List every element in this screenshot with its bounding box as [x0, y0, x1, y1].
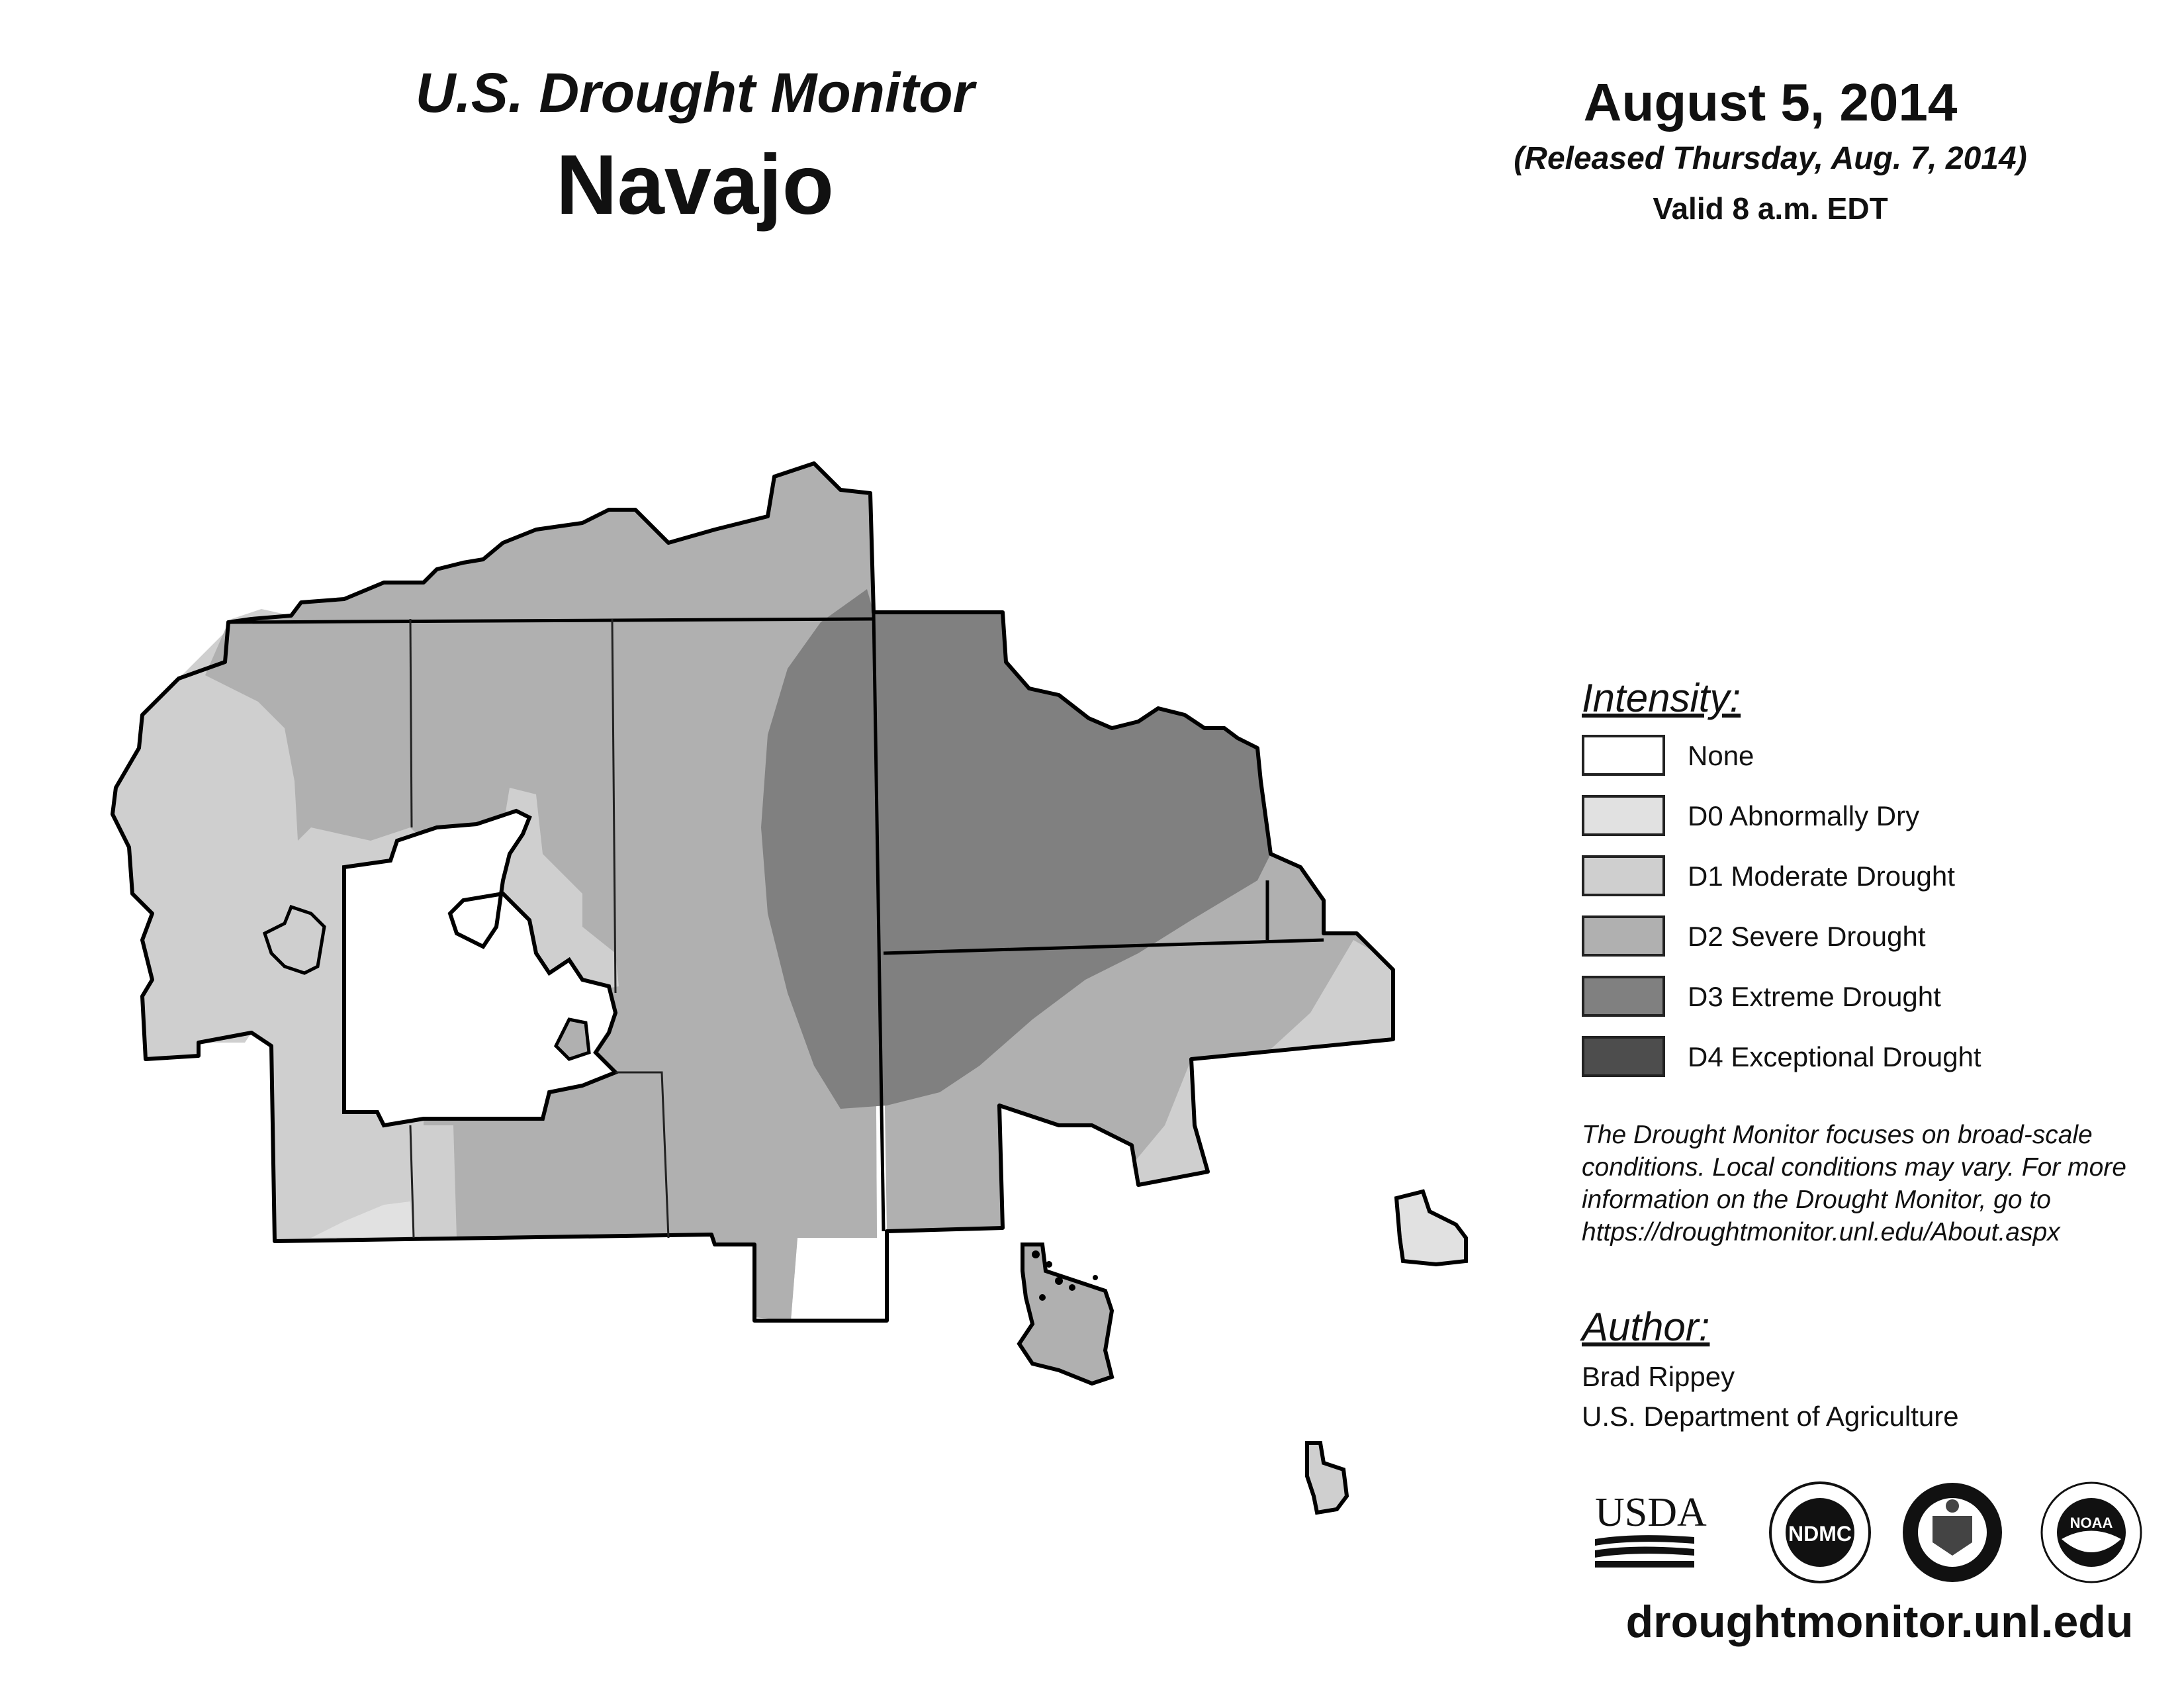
author-name: Brad Rippey	[1582, 1361, 1735, 1392]
legend-swatch	[1582, 915, 1665, 957]
usda-logo-text: USDA	[1595, 1490, 1707, 1535]
legend-title: Intensity:	[1582, 676, 1741, 720]
usda-logo	[1595, 1490, 1707, 1568]
legend-item-d3	[1582, 969, 2177, 1029]
author-org: U.S. Department of Agriculture	[1582, 1401, 1959, 1432]
legend-item-none	[1582, 728, 2177, 788]
legend	[1582, 669, 2177, 1090]
legend-swatch	[1582, 976, 1665, 1017]
legend-label: D1 Moderate Drought	[1688, 861, 1955, 892]
legend-label: D4 Exceptional Drought	[1688, 1041, 1981, 1072]
legend-swatch	[1582, 855, 1665, 896]
outlier-east	[1396, 1192, 1466, 1264]
legend-item-d2	[1582, 909, 2177, 969]
legend-item-d0	[1582, 788, 2177, 849]
legend-swatch	[1582, 1036, 1665, 1077]
disclaimer-text: The Drought Monitor focuses on broad-scale conditions. Local conditions may vary. For more information on the Drought Monitor, go to https://droughtmonitor.unl.edu/About.aspx	[1582, 1121, 2126, 1246]
commerce-seal	[1903, 1483, 2002, 1582]
valid-time: Valid 8 a.m. EDT	[1653, 191, 1888, 226]
ndmc-logo-text: NDMC	[1788, 1522, 1852, 1546]
legend-label: D0 Abnormally Dry	[1688, 800, 1920, 831]
author-block	[1582, 1297, 2177, 1436]
legend-swatch	[1582, 795, 1665, 836]
ndmc-logo	[1770, 1483, 1870, 1582]
legend-item-d4	[1582, 1029, 2177, 1090]
map-date: August 5, 2014	[1583, 73, 1958, 132]
region-name: Navajo	[556, 138, 834, 232]
map-title: U.S. Drought Monitor	[415, 62, 975, 124]
legend-swatch	[1582, 735, 1665, 776]
outlier-southeast	[1307, 1443, 1347, 1513]
legend-label: D2 Severe Drought	[1688, 921, 1926, 952]
release-date: (Released Thursday, Aug. 7, 2014)	[1514, 141, 2027, 176]
legend-label: D3 Extreme Drought	[1688, 981, 1941, 1012]
legend-label: None	[1688, 740, 1754, 771]
site-url[interactable]: droughtmonitor.unl.edu	[1625, 1597, 2134, 1647]
legend-item-d1	[1582, 849, 2177, 909]
date-block	[1423, 70, 2118, 235]
logo-row	[1582, 1476, 2177, 1589]
noaa-logo	[2042, 1483, 2141, 1582]
author-title: Author:	[1582, 1305, 1710, 1349]
outlier-south	[1019, 1244, 1112, 1383]
noaa-logo-text: NOAA	[2070, 1515, 2113, 1531]
title-block	[331, 56, 1059, 235]
